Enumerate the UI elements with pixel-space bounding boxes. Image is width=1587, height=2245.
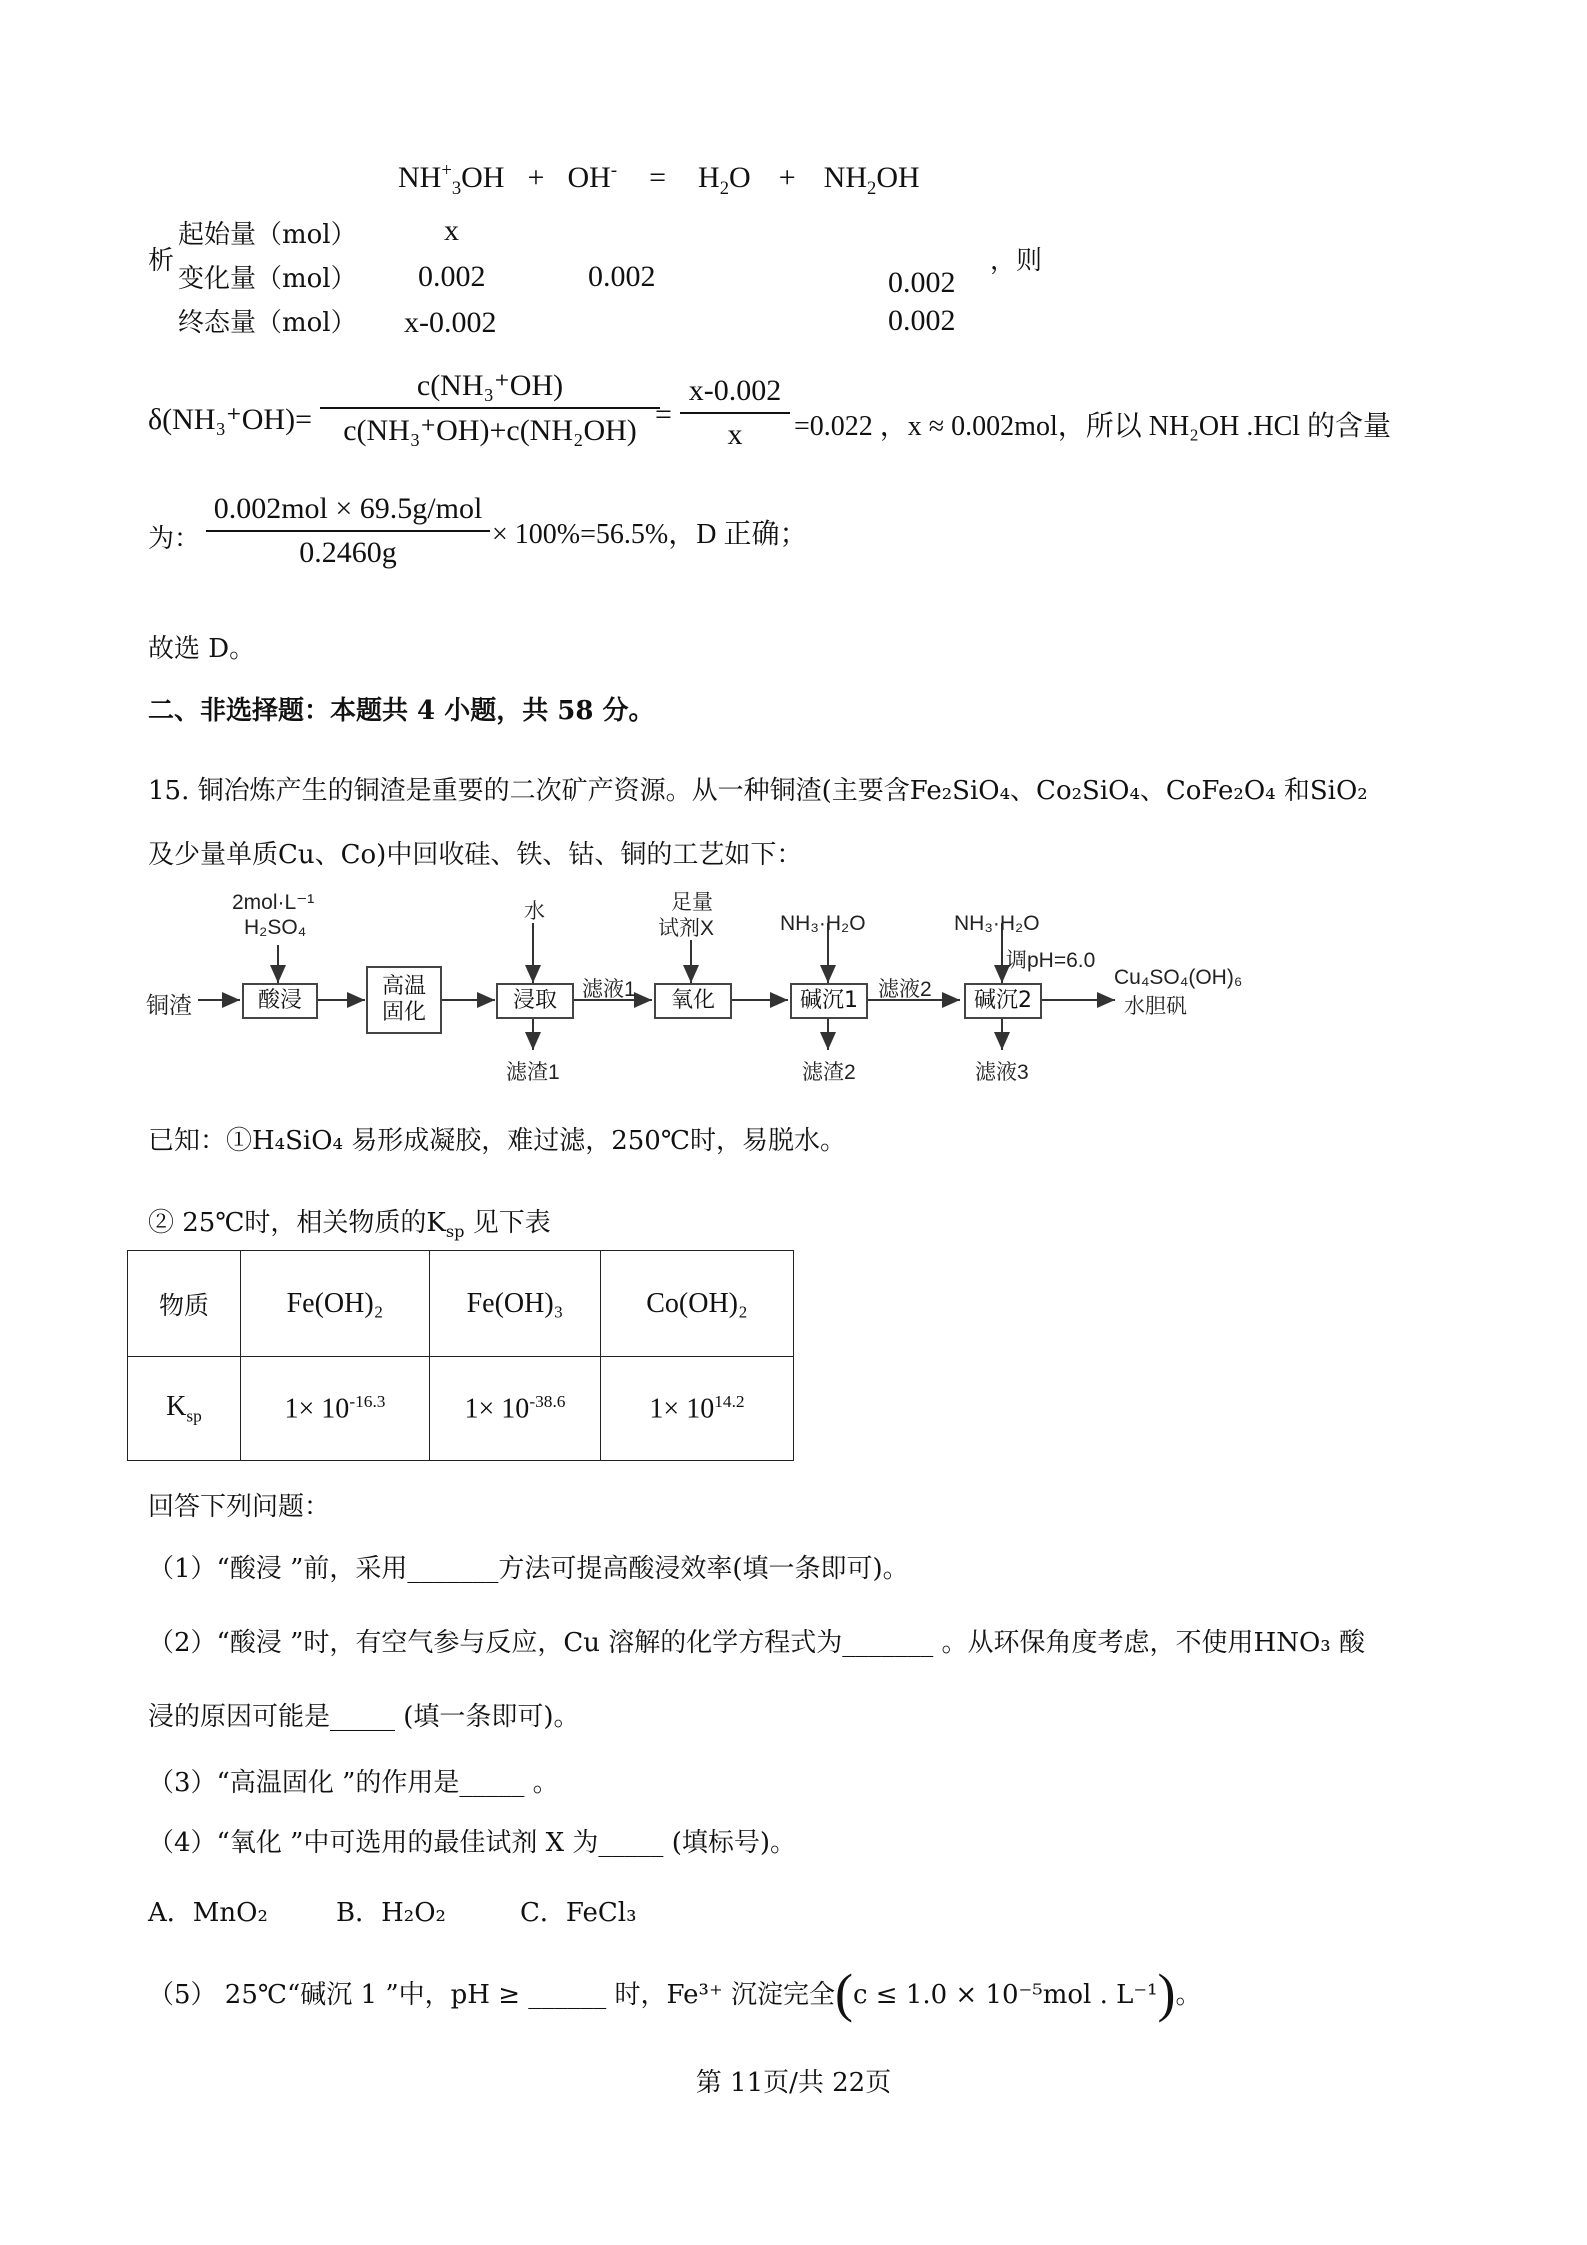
acid-formula-label: H₂SO₄ — [244, 916, 307, 939]
delta-tail: =0.022 ，x ≈ 0.002mol，所以 NH₂OH .HCl 的含量 — [794, 411, 1392, 442]
question-1: （1）“酸浸 ”前，采用_______方法可提高酸浸效率(填一条即可)。 — [148, 1554, 909, 1584]
question-2b: 浸的原因可能是_____ (填一条即可)。 — [148, 1702, 580, 1732]
filtrate2-label: 滤液2 — [878, 978, 932, 1001]
page-footer: 第 11页/共 22页 — [695, 2068, 892, 2098]
table-cell: $1\times 10^{14.2}$ — [601, 1357, 794, 1461]
row-value: 0.002 — [888, 266, 956, 299]
water-label: 水 — [524, 900, 545, 923]
product-formula-label: Cu₄SO₄(OH)₆ — [1114, 966, 1243, 989]
content-fraction — [206, 492, 490, 570]
row-label: 终态量（mol） — [178, 308, 357, 338]
known-2: ② 25℃时，相关物质的$K_{sp}$ 见下表 — [148, 1208, 551, 1242]
table-header: Fe(OH)₂ — [241, 1251, 430, 1357]
question-4: （4）“氧化 ”中可选用的最佳试剂 X 为_____ (填标号)。 — [148, 1828, 796, 1858]
product-name-label: 水胆矾 — [1124, 995, 1187, 1018]
reagent-x-label: 试剂X — [658, 917, 715, 940]
product-h2o: $H_2O$ — [698, 161, 751, 199]
row-value: 0.002 — [418, 260, 486, 293]
ksp-table — [127, 1250, 794, 1461]
plus-sign-2: + — [778, 161, 796, 194]
leach-box: 浸取 — [496, 983, 574, 1019]
ph-label: 调pH=6.0 — [1006, 949, 1096, 972]
delta-fraction — [320, 368, 660, 448]
table-header: Fe(OH)₃ — [430, 1251, 601, 1357]
acid-concentration-label: 2mol·L⁻¹ — [232, 891, 315, 914]
x-denominator: x — [727, 418, 743, 451]
oxidize-box: 氧化 — [654, 983, 732, 1019]
product-nh2oh: $NH_2OH$ — [823, 161, 920, 199]
filtrate3-label: 滤液3 — [975, 1061, 1029, 1084]
content-denominator: 0.2460g — [299, 536, 397, 569]
question-2a: （2）“酸浸 ”时，有空气参与反应，Cu 溶解的化学方程式为_______ 。从环保角度考虑，不使用HNO₃ 酸 — [148, 1628, 1365, 1658]
question-5: （5） 25℃“碱沉 1 ”中，pH ≥ ______ 时，Fe³⁺ 沉淀完全(c ≤ 1.0 × 10⁻⁵mol . L⁻¹)。 — [148, 1963, 1202, 2023]
x-fraction — [680, 374, 790, 452]
delta-numerator: c(NH₃⁺OH) — [416, 369, 564, 402]
choose-text: 故选 D。 — [148, 634, 256, 664]
row-value: x-0.002 — [404, 306, 497, 339]
section-heading: 二、非选择题：本题共 4 小题，共 58 分。 — [148, 696, 655, 726]
table-header: Co(OH)₂ — [601, 1251, 794, 1357]
row-value: x — [444, 214, 459, 247]
question-15-line1: 15. 铜冶炼产生的铜渣是重要的二次矿产资源。从一种铜渣(主要含Fe₂SiO₄、Co₂SiO₄、CoFe₂O₄ 和SiO₂ — [148, 776, 1368, 806]
table-cell: $1\times 10^{-38.6}$ — [430, 1357, 601, 1461]
option-b: B．H₂O₂ — [336, 1898, 446, 1928]
content-numerator: 0.002mol × 69.5g/mol — [213, 492, 483, 525]
table-cell: $1\times 10^{-16.3}$ — [241, 1357, 430, 1461]
ammonia-label-2: NH₃·H₂O — [954, 912, 1040, 935]
row-label: 起始量（mol） — [178, 220, 357, 250]
row-value: 0.002 — [888, 304, 956, 337]
x-numerator: x-0.002 — [688, 374, 782, 407]
slag2-label: 滤渣2 — [802, 1061, 856, 1084]
high-temp-solidify-box: 高温 固化 — [366, 966, 442, 1034]
delta-lhs: δ(NH₃⁺OH)= — [148, 403, 312, 436]
then-text: ，则 — [990, 246, 1043, 276]
ammonia-label-1: NH₃·H₂O — [780, 912, 866, 935]
equals-sign: = — [655, 398, 672, 431]
question-3: （3）“高温固化 ”的作用是_____ 。 — [148, 1768, 559, 1798]
analysis-char: 析 — [148, 246, 175, 276]
content-tail: × 100%=56.5%，D 正确； — [492, 519, 808, 550]
equals-sign: = — [649, 161, 666, 194]
known-1: 已知：①H₄SiO₄ 易形成凝胶，难过滤，250℃时，易脱水。 — [148, 1126, 846, 1156]
alkali-precip-1-box: 碱沉1 — [790, 983, 868, 1019]
option-a: A．MnO₂ — [148, 1898, 268, 1928]
copper-slag-label: 铜渣 — [146, 992, 192, 1018]
alkali-precip-2-box: 碱沉2 — [964, 983, 1042, 1019]
reactant-nh3oh: $NH^+_3OH$ — [398, 160, 505, 199]
question-15-line2: 及少量单质Cu、Co)中回收硅、铁、钴、铜的工艺如下： — [148, 840, 803, 870]
reactant-oh: OH- — [567, 160, 618, 194]
row-value: 0.002 — [588, 260, 656, 293]
delta-denominator: c(NH₃⁺OH)+c(NH₂OH) — [343, 414, 637, 447]
acid-leach-box: 酸浸 — [242, 983, 318, 1019]
option-c: C．FeCl₃ — [520, 1898, 637, 1928]
excess-label: 足量 — [671, 891, 713, 914]
completion-condition: c ≤ 1.0 × 10⁻⁵mol . L⁻¹ — [852, 1980, 1158, 2010]
row-label: 变化量（mol） — [178, 264, 357, 294]
content-prefix: 为： — [148, 524, 201, 554]
slag1-label: 滤渣1 — [506, 1061, 560, 1084]
table-cell: $K_{sp}$ — [128, 1357, 241, 1461]
plus-sign: + — [527, 161, 545, 194]
filtrate1-label: 滤液1 — [582, 978, 636, 1001]
answer-intro: 回答下列问题： — [148, 1492, 331, 1522]
reaction-equation — [398, 160, 920, 200]
table-header: 物质 — [128, 1251, 241, 1357]
